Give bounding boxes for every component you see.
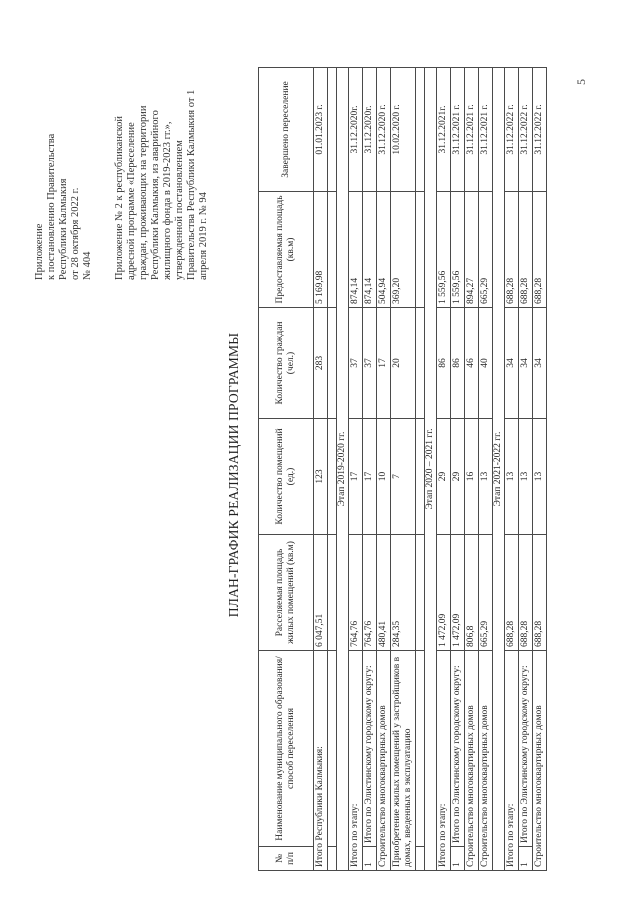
okrug-total-row xyxy=(519,68,533,871)
cell-name: Итого по этапу: xyxy=(437,651,451,871)
cell-area-provided: 894,27 xyxy=(465,192,479,308)
cell-area-provided: 665,29 xyxy=(479,192,493,308)
cell-rooms: 17 xyxy=(363,419,377,535)
cell-area-provided: 688,28 xyxy=(519,192,533,308)
method-row xyxy=(391,68,416,871)
cell-name: Строительство многоквартирных домов xyxy=(377,651,391,871)
program-appendix-header xyxy=(114,0,210,280)
total-republic-row xyxy=(314,68,328,871)
cell-rooms: 123 xyxy=(314,419,328,535)
cell-rooms: 17 xyxy=(349,419,363,535)
cell-area-provided: 369,20 xyxy=(391,192,416,308)
appendix-line: от 28 октября 2022 г. xyxy=(70,187,81,280)
header-name: Наименование муниципального образования/ способ переселения xyxy=(259,651,314,847)
program-line: жилищного фонда в 2019-2023 гг.», xyxy=(162,121,173,280)
stage-title-row xyxy=(493,68,505,871)
stage-title-row xyxy=(425,68,437,871)
okrug-total-row xyxy=(363,68,377,871)
cell-completion: 31.12.2022 г. xyxy=(519,68,533,192)
cell-area-resettled: 1 472,09 xyxy=(437,535,451,651)
program-line: граждан, проживающих на территории xyxy=(138,105,149,280)
cell-people: 37 xyxy=(349,308,363,419)
cell-completion: 31.12.2021г. xyxy=(437,68,451,192)
program-line: Правительства Республики Калмыкия от 1 xyxy=(186,89,197,280)
cell-people: 34 xyxy=(533,308,547,419)
cell-area-resettled: 688,28 xyxy=(533,535,547,651)
cell-area-provided: 1 559,56 xyxy=(451,192,465,308)
stage-title-row xyxy=(337,68,349,871)
cell-area-provided: 874,14 xyxy=(349,192,363,308)
method-row xyxy=(465,68,479,871)
cell-name: Строительство многоквартирных домов xyxy=(533,651,547,871)
stage-title: Этап 2019-2020 гг. xyxy=(337,68,349,871)
spacer-row xyxy=(416,68,425,871)
cell-name: Приобретение жилых помещений у застройщиков в домах, введенных в эксплуатацию xyxy=(391,651,416,871)
cell-rooms: 16 xyxy=(465,419,479,535)
cell-area-provided: 504,94 xyxy=(377,192,391,308)
cell-area-provided: 1 559,56 xyxy=(437,192,451,308)
cell-area-resettled: 6 047,51 xyxy=(314,535,328,651)
program-line: утвержденной постановлением xyxy=(174,140,185,280)
method-row xyxy=(377,68,391,871)
cell-area-resettled: 284,35 xyxy=(391,535,416,651)
header-area-resettled: Расселяемая площадь жилых помещений (кв.м) xyxy=(259,535,314,651)
okrug-total-row xyxy=(451,68,465,871)
stage-total-row xyxy=(505,68,519,871)
cell-rooms: 29 xyxy=(451,419,465,535)
cell-people: 37 xyxy=(363,308,377,419)
cell-completion: 10.02.2020 г. xyxy=(391,68,416,192)
header-completion: Завершено переселение xyxy=(259,68,314,192)
header-num: № п/п xyxy=(259,847,314,871)
cell-completion: 31.12.2021 г. xyxy=(451,68,465,192)
cell-people: 17 xyxy=(377,308,391,419)
stage-total-row xyxy=(437,68,451,871)
cell-completion: 31.12.2022 г. xyxy=(505,68,519,192)
appendix-line: к постановлению Правительства xyxy=(46,133,57,280)
cell-rooms: 13 xyxy=(479,419,493,535)
cell-people: 40 xyxy=(479,308,493,419)
cell-area-provided: 688,28 xyxy=(533,192,547,308)
cell-completion: 31.12.2020 г. xyxy=(377,68,391,192)
cell-people: 34 xyxy=(505,308,519,419)
cell-completion: 01.01.2023 г. xyxy=(314,68,328,192)
cell-rooms: 29 xyxy=(437,419,451,535)
cell-area-resettled: 764,76 xyxy=(363,535,377,651)
spacer-row xyxy=(328,68,337,871)
stage-title: Этап 2021-2022 гг. xyxy=(493,68,505,871)
cell-rooms: 7 xyxy=(391,419,416,535)
cell-people: 20 xyxy=(391,308,416,419)
program-line: Приложение № 2 к республиканской xyxy=(114,115,125,280)
header-people: Количество граждан (чел.) xyxy=(259,308,314,419)
method-row xyxy=(479,68,493,871)
table-header-row xyxy=(259,68,314,871)
cell-area-resettled: 688,28 xyxy=(519,535,533,651)
method-row xyxy=(533,68,547,871)
cell-num: 1 xyxy=(363,847,377,871)
cell-people: 34 xyxy=(519,308,533,419)
schedule-table xyxy=(258,67,547,871)
cell-name: Строительство многоквартирных домов xyxy=(465,651,479,871)
appendix-line: Республики Калмыкия xyxy=(58,178,69,280)
stage-title: Этап 2020 – 2021 гг. xyxy=(425,68,437,871)
cell-rooms: 13 xyxy=(505,419,519,535)
cell-people: 86 xyxy=(437,308,451,419)
cell-rooms: 10 xyxy=(377,419,391,535)
cell-area-resettled: 480,41 xyxy=(377,535,391,651)
cell-name: Итого по Элистинскому городскому округу: xyxy=(363,651,377,847)
cell-name: Итого по Элистинскому городскому округу: xyxy=(519,651,533,847)
cell-area-resettled: 688,28 xyxy=(505,535,519,651)
document-title: ПЛАН-ГРАФИК РЕАЛИЗАЦИИ ПРОГРАММЫ xyxy=(226,332,241,618)
program-line: адресной программе «Переселение xyxy=(126,122,137,280)
cell-completion: 31.12.2020г. xyxy=(349,68,363,192)
cell-people: 283 xyxy=(314,308,328,419)
cell-completion: 31.12.2020г. xyxy=(363,68,377,192)
cell-num: 1 xyxy=(451,847,465,871)
cell-completion: 31.12.2021 г. xyxy=(465,68,479,192)
cell-rooms: 13 xyxy=(519,419,533,535)
cell-area-provided: 874,14 xyxy=(363,192,377,308)
cell-people: 46 xyxy=(465,308,479,419)
cell-name: Итого по этапу: xyxy=(505,651,519,871)
page-number: 5 xyxy=(574,79,588,85)
cell-rooms: 13 xyxy=(533,419,547,535)
cell-name: Строительство многоквартирных домов xyxy=(479,651,493,871)
cell-area-resettled: 806,8 xyxy=(465,535,479,651)
header-rooms: Количество помещений (ед.) xyxy=(259,419,314,535)
cell-area-resettled: 665,29 xyxy=(479,535,493,651)
program-line: Республики Калмыкия, из аварийного xyxy=(150,110,161,280)
cell-completion: 31.12.2022 г. xyxy=(533,68,547,192)
cell-area-resettled: 1 472,09 xyxy=(451,535,465,651)
appendix-line: № 404 xyxy=(82,251,93,280)
cell-people: 86 xyxy=(451,308,465,419)
cell-num: 1 xyxy=(519,847,533,871)
stage-total-row xyxy=(349,68,363,871)
cell-name: Итого по этапу: xyxy=(349,651,363,871)
header-area-provided: Предоставляемая площадь (кв.м) xyxy=(259,192,314,308)
cell-name: Итого по Элистинскому городскому округу: xyxy=(451,651,465,847)
cell-completion: 31.12.2021 г. xyxy=(479,68,493,192)
appendix-header xyxy=(34,30,94,280)
cell-name: Итого Республики Калмыкия: xyxy=(314,651,328,871)
cell-area-provided: 5 169,98 xyxy=(314,192,328,308)
program-line: апреля 2019 г. № 94 xyxy=(198,192,209,280)
cell-area-resettled: 764,76 xyxy=(349,535,363,651)
cell-area-provided: 688,28 xyxy=(505,192,519,308)
appendix-line: Приложение xyxy=(34,223,45,280)
